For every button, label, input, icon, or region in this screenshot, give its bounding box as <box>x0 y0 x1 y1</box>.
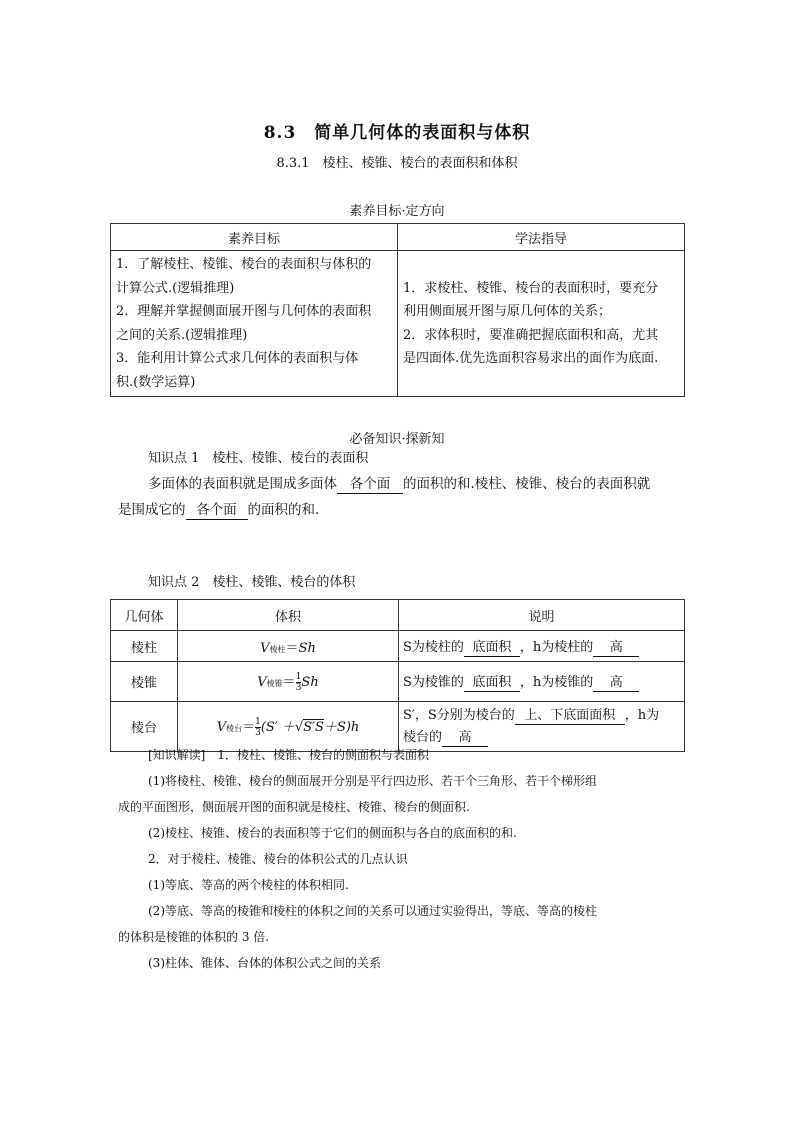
goal-line: 积.(数学运算) <box>116 374 196 390</box>
note <box>399 662 685 702</box>
text: 棱台的 <box>403 729 443 745</box>
den: 3 <box>295 682 302 693</box>
num: 1 <box>295 671 302 682</box>
interp-line2: (1)将棱柱、棱锥、棱台的侧面展开分别是平行四边形、若干个三角形、若干个梯形组 <box>148 774 598 788</box>
text: 是围成它的 <box>118 502 186 518</box>
goals-table <box>110 223 685 397</box>
formula <box>178 662 399 702</box>
text: ，h为棱柱的 <box>519 639 594 655</box>
row-name: 棱台 <box>111 702 178 752</box>
volume-table <box>110 599 685 752</box>
eq: ＝ <box>285 640 299 656</box>
v: V <box>216 719 227 735</box>
header-volume: 体积 <box>178 600 399 631</box>
page-subtitle: 8.3.1 棱柱、棱锥、棱台的表面积和体积 <box>276 156 518 171</box>
goal-line: 2．理解并掌握侧面展开图与几何体的表面积 <box>116 304 372 319</box>
interp-line3: 成的平面图形，侧面展开图的面积就是棱柱、棱锥、棱台的侧面积. <box>118 800 470 814</box>
kp1-line2 <box>118 497 319 523</box>
text: S′，S分别为棱台的 <box>403 707 515 723</box>
blank-answer: 高 <box>593 639 639 657</box>
goals-cell-right <box>398 251 685 397</box>
blank-answer: 底面积 <box>464 674 520 692</box>
rest-a: (S′ ＋ <box>260 719 295 735</box>
interp-line9: (3)柱体、锥体、台体的体积公式之间的关系 <box>148 956 381 970</box>
blank-answer: 高 <box>593 674 639 692</box>
section-heading-knowledge: 必备知识·探新知 <box>349 432 445 447</box>
note <box>399 631 685 662</box>
method-line: 1．求棱柱、棱锥、棱台的表面积时，要充分 <box>403 280 659 296</box>
sub: 棱台 <box>226 723 243 733</box>
interp-line8: 的体积是棱锥的体积的 3 倍. <box>118 930 270 944</box>
interp-line7: (2)等底、等高的棱锥和棱柱的体积之间的关系可以通过实验得出，等底、等高的棱柱 <box>148 904 598 918</box>
note <box>399 702 685 752</box>
text: ，h为 <box>624 707 660 723</box>
blank-answer: 各个面 <box>186 502 248 520</box>
sub: 棱锥 <box>266 678 283 688</box>
sqrt-body: S′S <box>303 719 324 735</box>
goals-header-left: 素养目标 <box>111 224 398 251</box>
text: S为棱锥的 <box>403 675 464 690</box>
text: S为棱柱的 <box>403 639 464 655</box>
method-line: 是四面体.优先选面积容易求出的面作为底面. <box>403 351 659 366</box>
goal-line: 3．能利用计算公式求几何体的表面积与体 <box>116 351 359 366</box>
section-heading-goals: 素养目标·定方向 <box>349 204 445 219</box>
formula <box>178 631 399 662</box>
header-solid: 几何体 <box>111 600 178 631</box>
goal-line: 之间的关系.(逻辑推理) <box>116 327 248 343</box>
kp2-heading: 知识点 2 棱柱、棱锥、棱台的体积 <box>148 575 356 590</box>
row-name: 棱柱 <box>111 631 178 662</box>
kp1-heading: 知识点 1 棱柱、棱锥、棱台的表面积 <box>148 451 369 466</box>
row-name: 棱锥 <box>111 662 178 702</box>
text: ，h为棱锥的 <box>519 675 594 690</box>
header-note: 说明 <box>399 600 685 631</box>
method-line: 2．求体积时，要准确把握底面积和高，尤其 <box>403 327 659 343</box>
blank-answer: 上、下底面面积 <box>515 707 625 725</box>
v: V <box>260 640 270 656</box>
eq: ＝ <box>242 719 256 735</box>
text: 的面积的和.棱柱、棱锥、棱台的表面积就 <box>403 476 651 492</box>
interp-line5: 2．对于棱柱、棱锥、棱台的体积公式的几点认识 <box>148 852 408 866</box>
goal-line: 计算公式.(逻辑推理) <box>116 280 235 296</box>
sub: 棱柱 <box>269 644 286 654</box>
goal-line: 1．了解棱柱、棱锥、棱台的表面积与体积的 <box>116 257 372 272</box>
text: 的面积的和. <box>247 502 320 518</box>
goals-header-right: 学法指导 <box>398 224 685 251</box>
rest: Sh <box>301 674 319 690</box>
blank-answer: 各个面 <box>337 476 403 494</box>
sqrt-sign: √ <box>294 719 304 735</box>
den: 3 <box>255 727 261 738</box>
interp-line4: (2)棱柱、棱锥、棱台的表面积等于它们的侧面积与各自的底面积的和. <box>148 826 517 840</box>
kp1-line1 <box>148 471 650 497</box>
interp-line6: (1)等底、等高的两个棱柱的体积相同. <box>148 878 349 892</box>
blank-answer: 底面积 <box>464 639 520 657</box>
rest-b: ＋S)h <box>323 719 360 735</box>
page-title: 8.3 简单几何体的表面积与体积 <box>263 123 531 143</box>
eq: ＝ <box>282 674 296 690</box>
goals-cell-left <box>111 251 398 397</box>
text: 多面体的表面积就是围成多面体 <box>148 476 337 492</box>
interp-line1: [知识解读] 1．棱柱、棱锥、棱台的侧面积与表面积 <box>148 748 430 762</box>
method-line: 利用侧面展开图与原几何体的关系； <box>403 304 612 319</box>
num: 1 <box>255 716 261 727</box>
blank-answer: 高 <box>442 729 488 747</box>
rest: Sh <box>298 640 316 656</box>
v: V <box>257 674 267 690</box>
